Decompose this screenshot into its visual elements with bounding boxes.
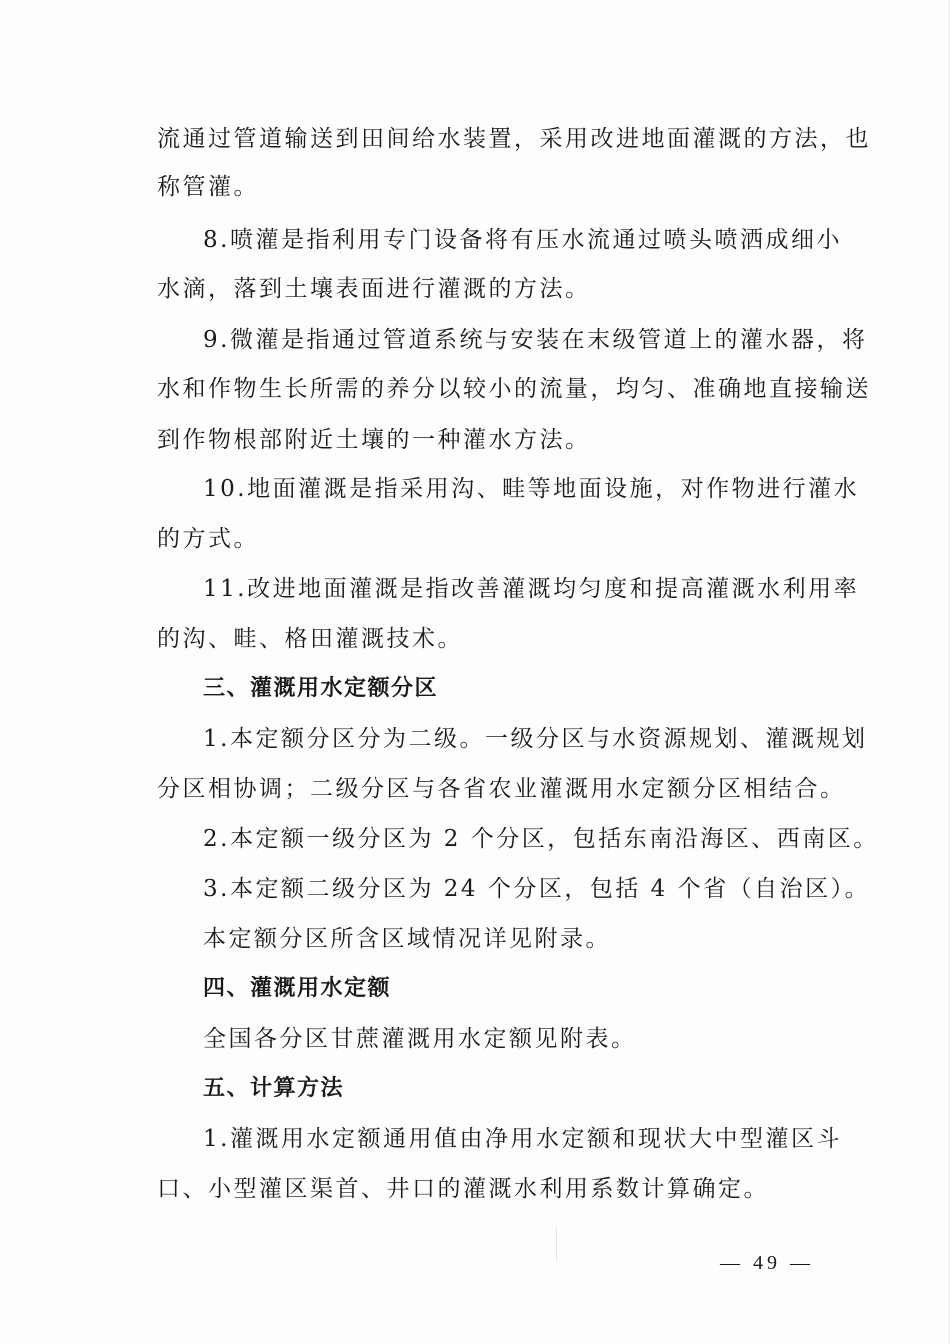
text-line: 水滴，落到土壤表面进行灌溉的方法。 <box>157 276 591 302</box>
text-line: 的方式。 <box>157 526 259 552</box>
text-line: 本定额分区所含区域情况详见附录。 <box>203 926 611 952</box>
text-line: 水和作物生长所需的养分以较小的流量，均匀、准确地直接输送 <box>157 376 871 402</box>
scan-artifact <box>556 1228 557 1262</box>
text-line: 流通过管道输送到田间给水装置，采用改进地面灌溉的方法，也 <box>157 126 871 152</box>
text-line: 称管灌。 <box>157 174 259 200</box>
text-line: 11.改进地面灌溉是指改善灌溉均匀度和提高灌溉水利用率 <box>203 576 860 602</box>
section-heading: 四、灌溉用水定额 <box>203 976 392 1001</box>
text-line: 1.灌溉用水定额通用值由净用水定额和现状大中型灌区斗 <box>203 1126 842 1152</box>
text-line: 全国各分区甘蔗灌溉用水定额见附表。 <box>203 1026 637 1052</box>
text-line: 口、小型灌区渠首、井口的灌溉水利用系数计算确定。 <box>157 1176 769 1202</box>
text-line: 2.本定额一级分区为 2 个分区，包括东南沿海区、西南区。 <box>203 826 879 852</box>
text-line: 到作物根部附近土壤的一种灌水方法。 <box>157 427 591 453</box>
text-line: 8.喷灌是指利用专门设备将有压水流通过喷头喷洒成细小 <box>203 227 842 253</box>
text-line: 的沟、畦、格田灌溉技术。 <box>157 626 463 652</box>
text-line: 3.本定额二级分区为 24 个分区，包括 4 个省（自治区）。 <box>203 876 871 902</box>
page-number: — 49 — <box>720 1252 814 1274</box>
section-heading: 五、计算方法 <box>203 1076 345 1101</box>
text-line: 9.微灌是指通过管道系统与安装在末级管道上的灌水器，将 <box>203 327 868 353</box>
text-line: 10.地面灌溉是指采用沟、畦等地面设施，对作物进行灌水 <box>203 476 860 502</box>
text-line: 1.本定额分区分为二级。一级分区与水资源规划、灌溉规划 <box>203 726 868 752</box>
section-heading: 三、灌溉用水定额分区 <box>203 676 439 701</box>
text-line: 分区相协调；二级分区与各省农业灌溉用水定额分区相结合。 <box>157 776 846 802</box>
